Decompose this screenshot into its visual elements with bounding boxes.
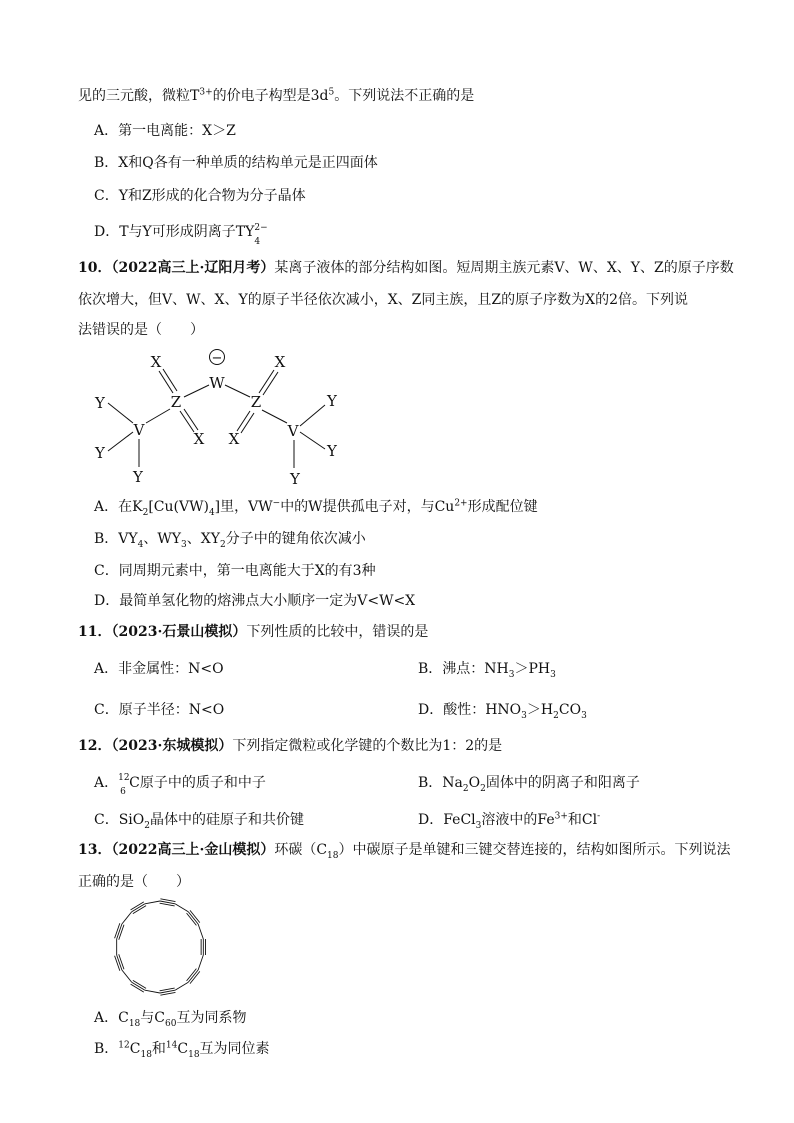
q13-stem-line1 (78, 840, 731, 860)
q12-option-d (418, 810, 600, 830)
question-source: （2023·东城模拟） (111, 738, 233, 754)
mass-number: 12 (118, 773, 130, 783)
atom-label: Z (250, 393, 262, 411)
superscript: 2+ (454, 498, 468, 509)
atom-label: Y (95, 394, 105, 412)
atom-label: X (228, 430, 240, 448)
atom-label: W (209, 374, 225, 392)
superscript: 5 (328, 87, 335, 98)
q10-stem-line3: 法错误的是（ ） (78, 322, 204, 338)
text: 、WY (143, 531, 182, 547)
q9-option-d (94, 222, 268, 247)
text: 分子中的键角依次减小 (225, 531, 366, 547)
subscript: 60 (165, 1018, 177, 1029)
text: 环碳（C (274, 842, 328, 858)
single-bond-line (198, 955, 203, 970)
triple-bond-line (119, 954, 124, 969)
text: 与C (140, 1010, 165, 1026)
triple-bond-line (115, 956, 120, 971)
superscript: - (597, 811, 601, 822)
text: ]里，VW (214, 499, 273, 515)
q13-option-a (94, 1008, 246, 1028)
text: 形成配位键 (467, 499, 538, 515)
single-bond-line (145, 990, 160, 993)
question-number: 10． (78, 260, 112, 276)
superscript: 14 (165, 1040, 178, 1051)
triple-bond-line (190, 971, 200, 983)
text: 下列性质的比较中，错误的是 (246, 624, 429, 640)
text: D．FeCl (418, 812, 476, 828)
single-bond-line (175, 904, 188, 912)
triple-bond-line (187, 913, 197, 925)
text: B． (94, 1041, 119, 1057)
text: 中的W提供孤电子对，与Cu (280, 499, 455, 515)
triple-bond-line (119, 925, 124, 940)
text: CO (558, 702, 582, 718)
text: C (129, 1041, 141, 1057)
q10-option-b (94, 529, 366, 549)
text: C原子中的质子和中子 (129, 775, 266, 791)
subscript: 2 (480, 783, 486, 794)
subscript: 18 (128, 1018, 141, 1029)
atom-label: Y (290, 470, 300, 488)
q9-stem-end (78, 86, 474, 106)
text: 下列指定微粒或化学键的个数比为1：2的是 (232, 738, 503, 754)
atomic-number: 6 (120, 787, 126, 797)
text: 。下列说法不正确的是 (334, 88, 475, 104)
text: 某离子液体的部分结构如图。短周期主族元素V、W、X、Y、Z的原子序数 (274, 260, 734, 276)
ionic-liquid-structure-diagram (88, 343, 368, 491)
q12-option-b (418, 773, 640, 793)
text: 、XY (186, 531, 220, 547)
text: ＞PH (514, 661, 551, 677)
atom-label: V (133, 421, 145, 439)
subscript: 3 (581, 710, 587, 721)
question-source: （2022高三上·辽阳月考） (111, 260, 275, 276)
subscript: 3 (475, 820, 482, 831)
subscript: 18 (327, 850, 339, 861)
subscript: 2 (142, 507, 149, 518)
text: 的价电子构型是3d (212, 88, 329, 104)
q13-option-b (94, 1039, 270, 1059)
atom-label: X (193, 430, 205, 448)
text: C (177, 1041, 189, 1057)
single-bond-line (122, 912, 132, 924)
atom-label: V (287, 422, 299, 440)
subscript: 2 (219, 539, 226, 550)
q9-option-b: B．X和Q各有一种单质的结构单元是正四面体 (94, 155, 378, 171)
text: O (468, 775, 481, 791)
text: 互为同位素 (199, 1041, 270, 1057)
q10-option-a (94, 497, 538, 517)
q11-option-a: A．非金属性：N<O (94, 661, 224, 677)
q12-stem (78, 736, 502, 756)
text: 溶液中的Fe (481, 812, 555, 828)
triple-bond-line (117, 924, 122, 939)
text: B．VY (94, 531, 138, 547)
atom-label: Y (133, 468, 143, 486)
q11-option-c: C．原子半径：N<O (94, 702, 225, 718)
q10-option-c: C．同周期元素中，第一电离能大于X的有3种 (94, 563, 376, 579)
superscript: 3+ (554, 811, 568, 822)
text: B．Na (418, 775, 463, 791)
question-source: （2022高三上·金山模拟） (111, 842, 275, 858)
triple-bond-line (117, 955, 122, 970)
atom-label: X (274, 353, 286, 371)
q11-stem (78, 622, 428, 642)
triple-bond-line (190, 910, 200, 922)
subscript: 4 (254, 237, 261, 247)
text: 互为同系物 (176, 1010, 247, 1026)
subscript: 3 (508, 669, 515, 680)
subscript: 3 (521, 710, 527, 721)
text: 和Cl (567, 812, 598, 828)
text: 固体中的阴离子和阳离子 (485, 775, 640, 791)
text: C．SiO (94, 812, 145, 828)
text: ＞H (526, 702, 554, 718)
negative-charge-icon (210, 350, 225, 367)
triple-bond-line (115, 923, 120, 938)
text: A．C (94, 1010, 129, 1026)
q11-option-b (418, 659, 556, 679)
question-number: 13． (78, 842, 112, 858)
text: ）中碳原子是单键和三键交替连接的，结构如图所示。下列说法 (338, 842, 731, 858)
q13-stem-line2: 正确的是（ ） (78, 874, 190, 890)
superscript: 3+ (199, 87, 213, 98)
atom-label: Y (95, 444, 105, 462)
atom-label: Y (327, 392, 337, 410)
question-number: 11． (78, 624, 112, 640)
text: 见的三元酸，微粒T (78, 88, 200, 104)
subscript: 4 (208, 507, 215, 518)
q9-option-c: C．Y和Z形成的化合物为分子晶体 (94, 188, 306, 204)
triple-bond-line (187, 969, 197, 981)
triple-bond-line (188, 912, 198, 924)
q10-stem-line1 (78, 258, 734, 278)
svg-text:−: − (211, 351, 223, 366)
subscript: 2 (462, 783, 469, 794)
text: D．酸性：HNO (418, 702, 522, 718)
subscript: 18 (140, 1049, 152, 1060)
single-bond-line (198, 924, 203, 939)
subscript: 3 (181, 539, 187, 550)
text: B．沸点：NH (418, 661, 509, 677)
text: D．T与Y可形成阴离子TY (94, 224, 255, 240)
superscript: 12 (118, 1040, 130, 1051)
triple-bond-line (188, 970, 198, 982)
text: 晶体中的硅原子和共价键 (150, 812, 304, 828)
q10-stem-line2: 依次增大，但V、W、X、Y的原子半径依次减小，X、Z同主族，且Z的原子序数为X的2倍。下列说 (78, 292, 689, 308)
text: A．在K (94, 499, 143, 515)
atom-label: Y (327, 442, 337, 460)
superscript: 2− (254, 223, 268, 233)
atom-label: Z (170, 393, 182, 411)
single-bond-line (145, 901, 160, 904)
atom-label: X (150, 353, 162, 371)
single-bond-line (175, 982, 188, 990)
cyclocarbon-ring-diagram (108, 897, 212, 997)
q12-option-a (94, 773, 266, 797)
q10-option-d: D．最简单氢化物的熔沸点大小顺序一定为V<W<X (94, 593, 416, 609)
subscript: 4 (137, 539, 144, 550)
subscript: 18 (188, 1049, 200, 1060)
subscript: 3 (550, 669, 556, 680)
question-source: （2023·石景山模拟） (111, 624, 247, 640)
single-bond-line (122, 970, 132, 982)
q12-option-c (94, 810, 304, 830)
q9-option-a: A．第一电离能：X＞Z (94, 123, 236, 139)
text: [Cu(VW) (148, 499, 209, 515)
subscript: 2 (553, 710, 559, 721)
text: A． (94, 775, 119, 791)
superscript: − (272, 498, 281, 509)
q11-option-d (418, 700, 587, 720)
question-number: 12． (78, 738, 112, 754)
subscript: 2 (144, 820, 150, 831)
text: 和 (151, 1041, 166, 1057)
